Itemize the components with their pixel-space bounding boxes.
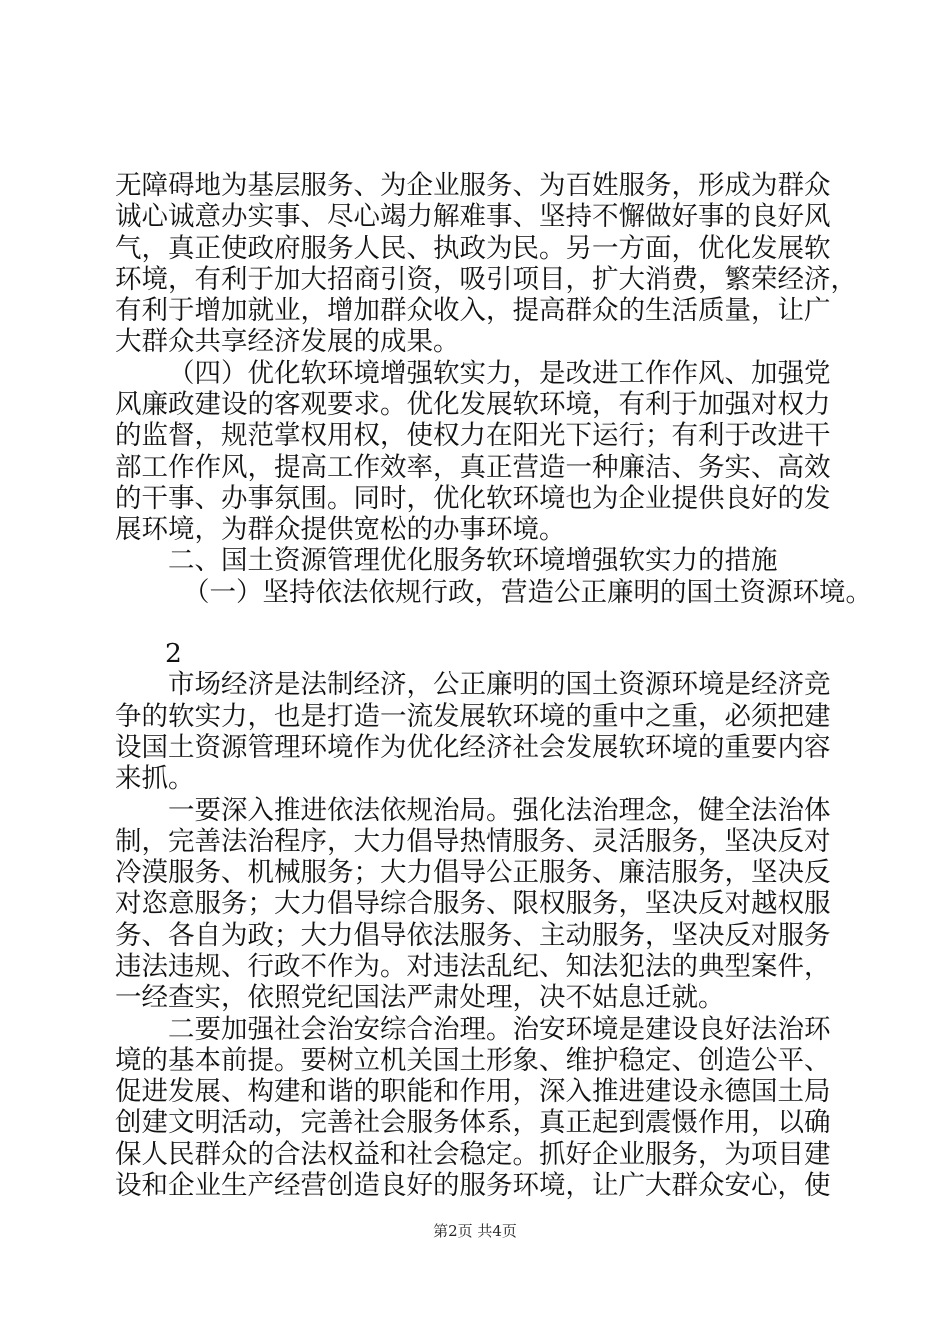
text-line: 大群众共享经济发展的成果。 (115, 326, 460, 357)
text-line: （四）优化软环境增强软实力，是改进工作作风、加强党 (168, 358, 831, 389)
text-line: 务、各自为政；大力倡导依法服务、主动服务，坚决反对服务 (115, 920, 831, 951)
text-line: 制，完善法治程序，大力倡导热情服务、灵活服务，坚决反对 (115, 826, 831, 857)
subsection-heading: （一）坚持依法依规行政，营造公正廉明的国土资源环境。 (183, 577, 872, 608)
text-line: 境的基本前提。要树立机关国土形象、维护稳定、创造公平、 (115, 1045, 831, 1076)
text-line: 保人民群众的合法权益和社会稳定。抓好企业服务，为项目建 (115, 1139, 831, 1170)
text-line: 展环境，为群众提供宽松的办事环境。 (115, 514, 566, 545)
page-footer: 第2页 共4页 (433, 1222, 517, 1240)
text-line: 来抓。 (115, 763, 195, 794)
text-line: 的干事、办事氛围。同时，优化软环境也为企业提供良好的发 (115, 483, 831, 514)
text-line: 二要加强社会治安综合治理。治安环境是建设良好法治环 (168, 1014, 831, 1045)
text-line: 一经查实，依照党纪国法严肃处理，决不姑息迁就。 (115, 982, 725, 1013)
text-line: 违法违规、行政不作为。对违法乱纪、知法犯法的典型案件， (115, 951, 831, 982)
text-line: 部工作作风，提高工作效率，真正营造一种廉洁、务实、高效 (115, 452, 831, 483)
text-line: 无障碍地为基层服务、为企业服务、为百姓服务，形成为群众 (115, 170, 831, 201)
text-line: 促进发展、构建和谐的职能和作用，深入推进建设永德国土局 (115, 1076, 831, 1107)
text-line: 冷漠服务、机械服务；大力倡导公正服务、廉洁服务，坚决反 (115, 857, 831, 888)
text-line: 市场经济是法制经济，公正廉明的国土资源环境是经济竞 (168, 669, 831, 700)
text-line: 气，真正使政府服务人民、执政为民。另一方面，优化发展软 (115, 233, 831, 264)
text-line: 一要深入推进依法依规治局。强化法治理念，健全法治体 (168, 795, 831, 826)
text-line: 争的软实力，也是打造一流发展软环境的重中之重，必须把建 (115, 701, 831, 732)
section-heading: 二、国土资源管理优化服务软环境增强软实力的措施 (168, 545, 778, 576)
text-line: 风廉政建设的客观要求。优化发展软环境，有利于加强对权力 (115, 389, 831, 420)
text-line: 有利于增加就业，增加群众收入，提高群众的生活质量，让广 (115, 295, 831, 326)
text-line: 对恣意服务；大力倡导综合服务、限权服务，坚决反对越权服 (115, 888, 831, 919)
text-line: 环境，有利于加大招商引资，吸引项目，扩大消费，繁荣经济， (115, 264, 857, 295)
page-number-inline: 2 (165, 638, 182, 669)
text-line: 设国土资源管理环境作为优化经济社会发展软环境的重要内容 (115, 732, 831, 763)
text-line: 创建文明活动，完善社会服务体系，真正起到震慑作用，以确 (115, 1107, 831, 1138)
text-line: 诚心诚意办实事、尽心竭力解难事、坚持不懈做好事的良好风 (115, 201, 831, 232)
text-line: 设和企业生产经营创造良好的服务环境，让广大群众安心，使 (115, 1170, 831, 1201)
text-line: 的监督，规范掌权用权，使权力在阳光下运行；有利于改进干 (115, 420, 831, 451)
